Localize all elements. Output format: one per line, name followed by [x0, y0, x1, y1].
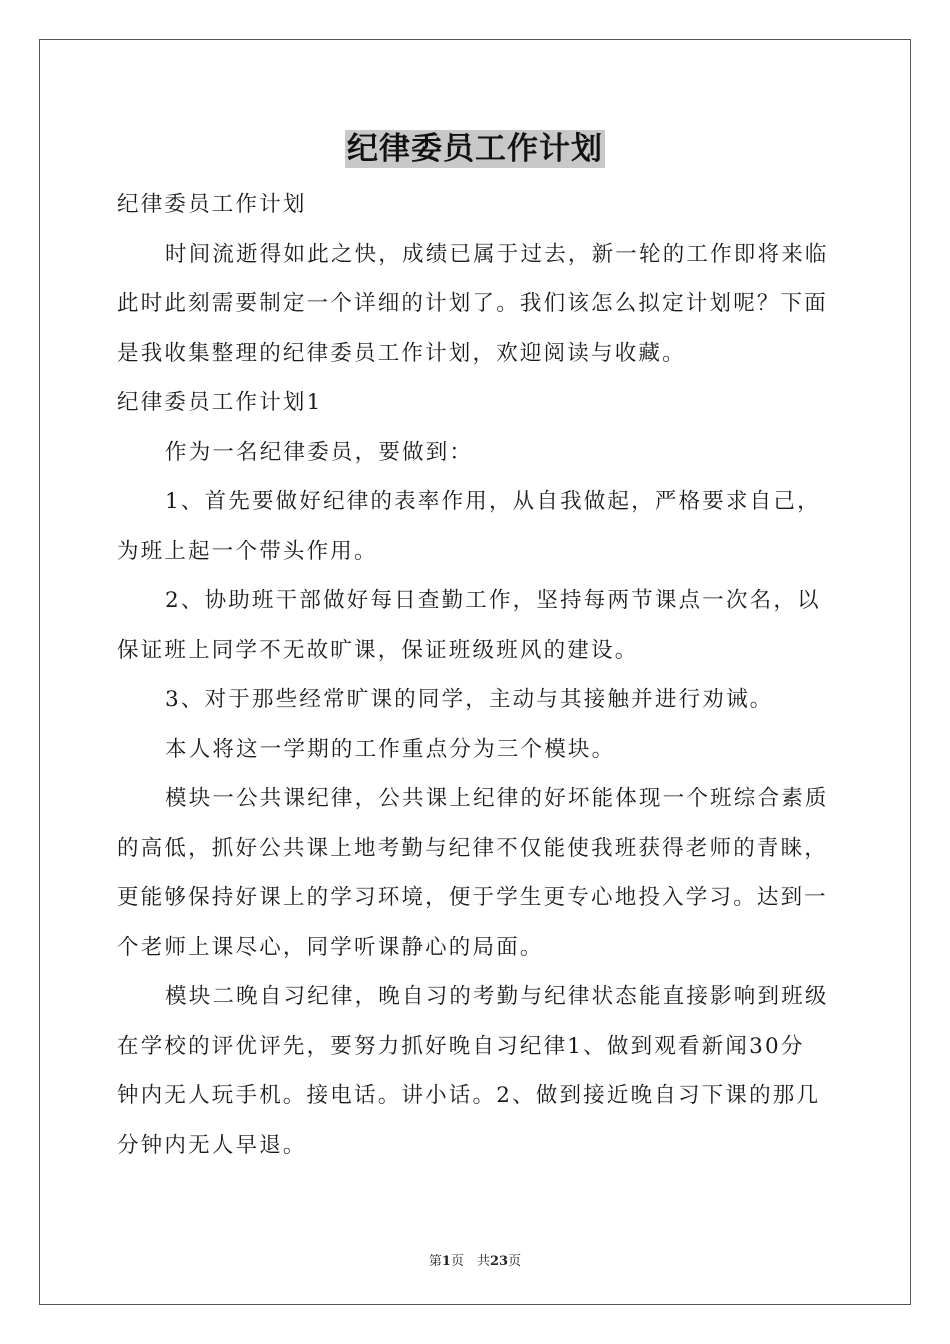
page-footer — [0, 1250, 950, 1269]
subtitle: 纪律委员工作计划 — [117, 192, 307, 217]
paragraph-line: 本人将这一学期的工作重点分为三个模块。 — [165, 736, 616, 762]
footer-total-pages: 23 — [489, 1254, 509, 1269]
paragraph-line: 作为一名纪律委员，要做到： — [165, 439, 474, 465]
paragraph-line: 的高低，抓好公共课上地考勤与纪律不仅能使我班获得老师的青睐， — [117, 835, 829, 861]
paragraph-line: 3、对于那些经常旷课的同学，主动与其接触并进行劝诫。 — [165, 687, 774, 712]
paragraph-line: 更能够保持好课上的学习环境，便于学生更专心地投入学习。达到一 — [117, 885, 829, 910]
paragraph-line: 此时此刻需要制定一个详细的计划了。我们该怎么拟定计划呢？下面 — [117, 291, 829, 316]
paragraph-line: 分钟内无人早退。 — [117, 1132, 307, 1158]
page-title: 纪律委员工作计划 — [347, 131, 603, 167]
paragraph-line: 是我收集整理的纪律委员工作计划，欢迎阅读与收藏。 — [117, 340, 686, 366]
document-body — [117, 180, 835, 1170]
footer-suffix: 页 — [508, 1254, 522, 1269]
paragraph-line: 时间流逝得如此之快，成绩已属于过去，新一轮的工作即将来临 — [165, 241, 829, 267]
paragraph-line: 个老师上课尽心，同学听课静心的局面。 — [117, 934, 544, 960]
section-heading: 纪律委员工作计划1 — [117, 390, 323, 415]
footer-page-number: 1 — [441, 1254, 451, 1269]
paragraph-line: 模块一公共课纪律，公共课上纪律的好坏能体现一个班综合素质 — [165, 786, 829, 811]
footer-middle: 页 共 — [450, 1254, 490, 1269]
paragraph-line: 1、首先要做好纪律的表率作用，从自我做起，严格要求自己， — [165, 489, 821, 514]
paragraph-line: 2、协助班干部做好每日查勤工作，坚持每两节课点一次名，以 — [165, 588, 821, 613]
paragraph-line: 为班上起一个带头作用。 — [117, 538, 378, 564]
paragraph-line: 保证班上同学不无故旷课，保证班级班风的建设。 — [117, 637, 639, 663]
title-container — [0, 130, 950, 168]
paragraph-line: 钟内无人玩手机。接电话。讲小话。2、做到接近晚自习下课的那几 — [117, 1083, 821, 1108]
footer-prefix: 第 — [428, 1254, 442, 1269]
paragraph-line: 在学校的评优评先，要努力抓好晚自习纪律1、做到观看新闻30分 — [117, 1033, 805, 1059]
paragraph-line: 模块二晚自习纪律，晚自习的考勤与纪律状态能直接影响到班级 — [165, 984, 829, 1009]
